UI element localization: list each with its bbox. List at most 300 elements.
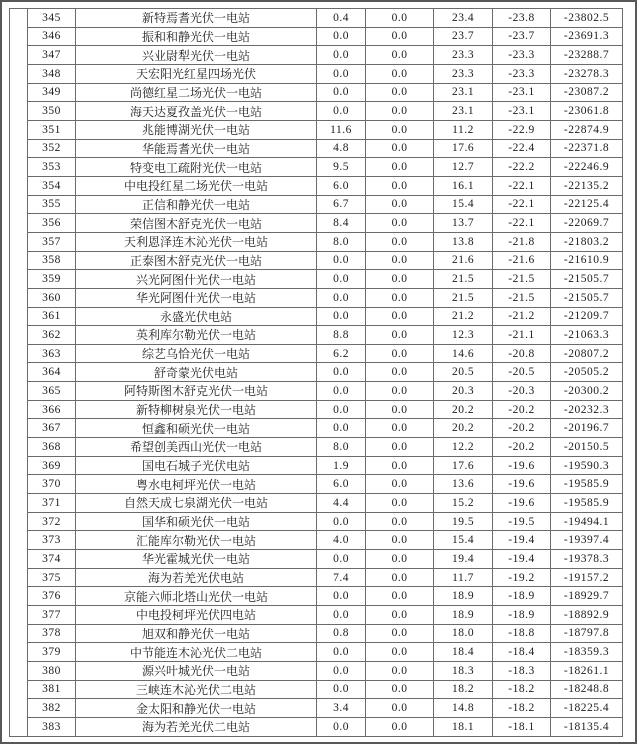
value-cell: 21.2 bbox=[434, 307, 493, 326]
value-cell: 0.0 bbox=[317, 363, 366, 382]
value-cell: 12.2 bbox=[434, 438, 493, 457]
station-name-cell: 英利库尔勒光伏一电站 bbox=[76, 326, 317, 345]
row-number-cell: 360 bbox=[28, 288, 76, 307]
value-cell: 0.0 bbox=[366, 568, 434, 587]
value-cell: -20.8 bbox=[493, 344, 551, 363]
table-row bbox=[10, 494, 623, 513]
station-name-cell: 国华和硕光伏一电站 bbox=[76, 512, 317, 531]
value-cell: 0.0 bbox=[366, 550, 434, 569]
station-name-cell: 正泰图木舒克光伏一电站 bbox=[76, 251, 317, 270]
value-cell: -19.6 bbox=[493, 494, 551, 513]
value-cell: 23.3 bbox=[434, 46, 493, 65]
value-cell: 0.0 bbox=[366, 363, 434, 382]
table-row bbox=[10, 606, 623, 625]
row-number-cell: 363 bbox=[28, 344, 76, 363]
value-cell: -22069.7 bbox=[551, 214, 623, 233]
station-name-cell: 海天达夏孜盖光伏一电站 bbox=[76, 102, 317, 121]
station-name-cell: 源兴叶城光伏一电站 bbox=[76, 661, 317, 680]
value-cell: 0.0 bbox=[366, 680, 434, 699]
station-name-cell: 粤水电柯坪光伏一电站 bbox=[76, 475, 317, 494]
table-row bbox=[10, 83, 623, 102]
station-name-cell: 中节能连木沁光伏二电站 bbox=[76, 643, 317, 662]
row-number-cell: 346 bbox=[28, 27, 76, 46]
value-cell: 8.4 bbox=[317, 214, 366, 233]
value-cell: -22135.2 bbox=[551, 176, 623, 195]
value-cell: -23.3 bbox=[493, 64, 551, 83]
value-cell: 0.0 bbox=[366, 214, 434, 233]
value-cell: -23.1 bbox=[493, 83, 551, 102]
value-cell: 21.6 bbox=[434, 251, 493, 270]
value-cell: 4.8 bbox=[317, 139, 366, 158]
value-cell: -23.3 bbox=[493, 46, 551, 65]
table-row bbox=[10, 195, 623, 214]
station-name-cell: 中电投柯坪光伏四电站 bbox=[76, 606, 317, 625]
value-cell: 0.0 bbox=[366, 9, 434, 28]
value-cell: -19.5 bbox=[493, 512, 551, 531]
row-number-cell: 382 bbox=[28, 699, 76, 718]
table-row bbox=[10, 456, 623, 475]
row-number-cell: 381 bbox=[28, 680, 76, 699]
station-name-cell: 特变电工疏附光伏一电站 bbox=[76, 158, 317, 177]
value-cell: -21063.3 bbox=[551, 326, 623, 345]
value-cell: 13.7 bbox=[434, 214, 493, 233]
row-number-cell: 352 bbox=[28, 139, 76, 158]
row-number-cell: 383 bbox=[28, 717, 76, 736]
value-cell: 0.0 bbox=[366, 717, 434, 736]
station-name-cell: 振和和静光伏一电站 bbox=[76, 27, 317, 46]
value-cell: 0.0 bbox=[366, 102, 434, 121]
value-cell: -21.1 bbox=[493, 326, 551, 345]
value-cell: 0.0 bbox=[317, 307, 366, 326]
value-cell: 0.0 bbox=[317, 512, 366, 531]
value-cell: 0.0 bbox=[317, 251, 366, 270]
row-number-cell: 379 bbox=[28, 643, 76, 662]
value-cell: -20.2 bbox=[493, 438, 551, 457]
value-cell: 4.0 bbox=[317, 531, 366, 550]
value-cell: 0.0 bbox=[366, 456, 434, 475]
value-cell: -19.6 bbox=[493, 475, 551, 494]
station-name-cell: 海为若羌光伏二电站 bbox=[76, 717, 317, 736]
value-cell: -19378.3 bbox=[551, 550, 623, 569]
row-number-cell: 368 bbox=[28, 438, 76, 457]
value-cell: -20.3 bbox=[493, 382, 551, 401]
value-cell: -23087.2 bbox=[551, 83, 623, 102]
station-name-cell: 阿特斯图木舒克光伏一电站 bbox=[76, 382, 317, 401]
value-cell: -21.8 bbox=[493, 232, 551, 251]
value-cell: 0.0 bbox=[366, 382, 434, 401]
row-number-cell: 376 bbox=[28, 587, 76, 606]
value-cell: 14.8 bbox=[434, 699, 493, 718]
table-row bbox=[10, 400, 623, 419]
value-cell: 0.0 bbox=[366, 400, 434, 419]
value-cell: 18.1 bbox=[434, 717, 493, 736]
station-name-cell: 汇能库尔勒光伏一电站 bbox=[76, 531, 317, 550]
station-name-cell: 尚德红星二场光伏一电站 bbox=[76, 83, 317, 102]
value-cell: 0.0 bbox=[317, 400, 366, 419]
value-cell: -20505.2 bbox=[551, 363, 623, 382]
value-cell: -20807.2 bbox=[551, 344, 623, 363]
station-name-cell: 兴光阿图什光伏一电站 bbox=[76, 270, 317, 289]
value-cell: 0.0 bbox=[317, 419, 366, 438]
table-row bbox=[10, 717, 623, 736]
station-name-cell: 舒奇蒙光伏电站 bbox=[76, 363, 317, 382]
value-cell: 0.0 bbox=[366, 176, 434, 195]
row-number-cell: 370 bbox=[28, 475, 76, 494]
station-name-cell: 荣信图木舒克光伏一电站 bbox=[76, 214, 317, 233]
value-cell: -22.4 bbox=[493, 139, 551, 158]
value-cell: -19590.3 bbox=[551, 456, 623, 475]
station-name-cell: 天利恩泽连木沁光伏一电站 bbox=[76, 232, 317, 251]
value-cell: -21.5 bbox=[493, 288, 551, 307]
row-number-cell: 350 bbox=[28, 102, 76, 121]
station-data-table bbox=[9, 8, 623, 737]
value-cell: -21610.9 bbox=[551, 251, 623, 270]
value-cell: 18.4 bbox=[434, 643, 493, 662]
station-name-cell: 兆能博湖光伏一电站 bbox=[76, 120, 317, 139]
table-row bbox=[10, 27, 623, 46]
value-cell: 0.0 bbox=[366, 83, 434, 102]
row-number-cell: 347 bbox=[28, 46, 76, 65]
value-cell: 0.0 bbox=[366, 494, 434, 513]
table-row bbox=[10, 288, 623, 307]
value-cell: 11.2 bbox=[434, 120, 493, 139]
value-cell: -22125.4 bbox=[551, 195, 623, 214]
value-cell: 8.0 bbox=[317, 232, 366, 251]
value-cell: 0.0 bbox=[366, 531, 434, 550]
value-cell: -20.2 bbox=[493, 419, 551, 438]
table-row bbox=[10, 363, 623, 382]
value-cell: 6.7 bbox=[317, 195, 366, 214]
value-cell: -22.1 bbox=[493, 214, 551, 233]
row-number-cell: 348 bbox=[28, 64, 76, 83]
value-cell: 0.0 bbox=[317, 382, 366, 401]
value-cell: -18.2 bbox=[493, 680, 551, 699]
station-name-cell: 金太阳和静光伏一电站 bbox=[76, 699, 317, 718]
value-cell: 0.0 bbox=[366, 606, 434, 625]
value-cell: -18.8 bbox=[493, 624, 551, 643]
row-number-cell: 354 bbox=[28, 176, 76, 195]
station-name-cell: 正信和静光伏一电站 bbox=[76, 195, 317, 214]
value-cell: 23.7 bbox=[434, 27, 493, 46]
value-cell: 14.6 bbox=[434, 344, 493, 363]
value-cell: -22246.9 bbox=[551, 158, 623, 177]
value-cell: -19585.9 bbox=[551, 475, 623, 494]
table-body bbox=[10, 9, 623, 737]
value-cell: -20150.5 bbox=[551, 438, 623, 457]
value-cell: 0.0 bbox=[317, 606, 366, 625]
value-cell: -18359.3 bbox=[551, 643, 623, 662]
value-cell: 17.6 bbox=[434, 456, 493, 475]
station-name-cell: 恒鑫和硕光伏一电站 bbox=[76, 419, 317, 438]
row-number-cell: 351 bbox=[28, 120, 76, 139]
value-cell: -23.1 bbox=[493, 102, 551, 121]
value-cell: 0.0 bbox=[317, 661, 366, 680]
value-cell: -21.2 bbox=[493, 307, 551, 326]
value-cell: 0.0 bbox=[366, 661, 434, 680]
value-cell: 0.0 bbox=[317, 102, 366, 121]
value-cell: 7.4 bbox=[317, 568, 366, 587]
table-row bbox=[10, 699, 623, 718]
row-number-cell: 362 bbox=[28, 326, 76, 345]
value-cell: -18.9 bbox=[493, 587, 551, 606]
value-cell: -22.9 bbox=[493, 120, 551, 139]
value-cell: 11.7 bbox=[434, 568, 493, 587]
value-cell: 11.6 bbox=[317, 120, 366, 139]
value-cell: 0.0 bbox=[366, 232, 434, 251]
row-number-cell: 355 bbox=[28, 195, 76, 214]
row-number-cell: 359 bbox=[28, 270, 76, 289]
table-row bbox=[10, 550, 623, 569]
table-row bbox=[10, 251, 623, 270]
value-cell: 18.3 bbox=[434, 661, 493, 680]
row-number-cell: 358 bbox=[28, 251, 76, 270]
value-cell: -22874.9 bbox=[551, 120, 623, 139]
station-name-cell: 京能六师北塔山光伏一电站 bbox=[76, 587, 317, 606]
value-cell: 8.0 bbox=[317, 438, 366, 457]
value-cell: -21.6 bbox=[493, 251, 551, 270]
value-cell: 0.0 bbox=[366, 643, 434, 662]
value-cell: -21505.7 bbox=[551, 288, 623, 307]
value-cell: 0.0 bbox=[366, 46, 434, 65]
value-cell: -22.1 bbox=[493, 176, 551, 195]
table-row bbox=[10, 587, 623, 606]
table-row bbox=[10, 438, 623, 457]
table-row bbox=[10, 232, 623, 251]
value-cell: -18929.7 bbox=[551, 587, 623, 606]
value-cell: 3.4 bbox=[317, 699, 366, 718]
row-number-cell: 357 bbox=[28, 232, 76, 251]
table-row bbox=[10, 64, 623, 83]
value-cell: 17.6 bbox=[434, 139, 493, 158]
value-cell: -18.2 bbox=[493, 699, 551, 718]
value-cell: -19.4 bbox=[493, 531, 551, 550]
value-cell: 23.3 bbox=[434, 64, 493, 83]
table-row bbox=[10, 344, 623, 363]
station-name-cell: 天宏阳光红星四场光伏 bbox=[76, 64, 317, 83]
table-row bbox=[10, 382, 623, 401]
table-row bbox=[10, 475, 623, 494]
value-cell: -22371.8 bbox=[551, 139, 623, 158]
table-row bbox=[10, 139, 623, 158]
value-cell: 0.0 bbox=[366, 699, 434, 718]
value-cell: 6.2 bbox=[317, 344, 366, 363]
row-number-cell: 366 bbox=[28, 400, 76, 419]
value-cell: -18261.1 bbox=[551, 661, 623, 680]
value-cell: 0.0 bbox=[317, 550, 366, 569]
value-cell: -23061.8 bbox=[551, 102, 623, 121]
value-cell: 0.4 bbox=[317, 9, 366, 28]
station-name-cell: 希望创美西山光伏一电站 bbox=[76, 438, 317, 457]
value-cell: 0.0 bbox=[317, 587, 366, 606]
value-cell: 0.0 bbox=[366, 344, 434, 363]
value-cell: 0.0 bbox=[366, 195, 434, 214]
value-cell: 0.0 bbox=[317, 46, 366, 65]
station-name-cell: 华光霍城光伏一电站 bbox=[76, 550, 317, 569]
station-name-cell: 兴业尉犁光伏一电站 bbox=[76, 46, 317, 65]
station-name-cell: 新特焉耆光伏一电站 bbox=[76, 9, 317, 28]
value-cell: 13.6 bbox=[434, 475, 493, 494]
value-cell: -21803.2 bbox=[551, 232, 623, 251]
value-cell: 0.0 bbox=[317, 288, 366, 307]
value-cell: -18.3 bbox=[493, 661, 551, 680]
row-number-cell: 356 bbox=[28, 214, 76, 233]
value-cell: 23.4 bbox=[434, 9, 493, 28]
value-cell: -23802.5 bbox=[551, 9, 623, 28]
value-cell: -18892.9 bbox=[551, 606, 623, 625]
value-cell: -22.2 bbox=[493, 158, 551, 177]
value-cell: 0.0 bbox=[317, 680, 366, 699]
value-cell: -20232.3 bbox=[551, 400, 623, 419]
value-cell: 20.5 bbox=[434, 363, 493, 382]
value-cell: -19494.1 bbox=[551, 512, 623, 531]
value-cell: 6.0 bbox=[317, 176, 366, 195]
table-row bbox=[10, 158, 623, 177]
value-cell: -22.1 bbox=[493, 195, 551, 214]
row-number-cell: 353 bbox=[28, 158, 76, 177]
row-number-cell: 380 bbox=[28, 661, 76, 680]
table-row bbox=[10, 9, 623, 28]
value-cell: 0.8 bbox=[317, 624, 366, 643]
row-number-cell: 367 bbox=[28, 419, 76, 438]
value-cell: 0.0 bbox=[317, 643, 366, 662]
table-row bbox=[10, 120, 623, 139]
station-name-cell: 自然天成七泉湖光伏一电站 bbox=[76, 494, 317, 513]
table-row bbox=[10, 643, 623, 662]
table-row bbox=[10, 512, 623, 531]
table-row bbox=[10, 307, 623, 326]
station-name-cell: 新特柳树泉光伏一电站 bbox=[76, 400, 317, 419]
value-cell: 15.4 bbox=[434, 195, 493, 214]
value-cell: -19585.9 bbox=[551, 494, 623, 513]
group-spanner-cell bbox=[10, 9, 28, 737]
value-cell: 0.0 bbox=[366, 624, 434, 643]
value-cell: 0.0 bbox=[366, 307, 434, 326]
value-cell: 4.4 bbox=[317, 494, 366, 513]
value-cell: 9.5 bbox=[317, 158, 366, 177]
value-cell: 0.0 bbox=[317, 27, 366, 46]
table-row bbox=[10, 214, 623, 233]
value-cell: 0.0 bbox=[366, 512, 434, 531]
station-name-cell: 海为若羌光伏电站 bbox=[76, 568, 317, 587]
row-number-cell: 349 bbox=[28, 83, 76, 102]
table-row bbox=[10, 270, 623, 289]
table-row bbox=[10, 102, 623, 121]
value-cell: -20.5 bbox=[493, 363, 551, 382]
value-cell: -18225.4 bbox=[551, 699, 623, 718]
value-cell: 16.1 bbox=[434, 176, 493, 195]
value-cell: 23.1 bbox=[434, 102, 493, 121]
value-cell: -19.4 bbox=[493, 550, 551, 569]
value-cell: 23.1 bbox=[434, 83, 493, 102]
value-cell: 0.0 bbox=[317, 717, 366, 736]
row-number-cell: 375 bbox=[28, 568, 76, 587]
row-number-cell: 361 bbox=[28, 307, 76, 326]
value-cell: -18.1 bbox=[493, 717, 551, 736]
value-cell: -23288.7 bbox=[551, 46, 623, 65]
value-cell: 8.8 bbox=[317, 326, 366, 345]
value-cell: 0.0 bbox=[366, 288, 434, 307]
value-cell: -18.4 bbox=[493, 643, 551, 662]
value-cell: 20.2 bbox=[434, 400, 493, 419]
value-cell: -23.8 bbox=[493, 9, 551, 28]
value-cell: 0.0 bbox=[317, 270, 366, 289]
value-cell: 19.4 bbox=[434, 550, 493, 569]
row-number-cell: 364 bbox=[28, 363, 76, 382]
row-number-cell: 372 bbox=[28, 512, 76, 531]
table-row bbox=[10, 568, 623, 587]
table-row bbox=[10, 531, 623, 550]
value-cell: 0.0 bbox=[317, 83, 366, 102]
value-cell: 19.5 bbox=[434, 512, 493, 531]
value-cell: 20.3 bbox=[434, 382, 493, 401]
value-cell: -23.7 bbox=[493, 27, 551, 46]
station-name-cell: 旭双和静光伏一电站 bbox=[76, 624, 317, 643]
value-cell: 0.0 bbox=[366, 270, 434, 289]
value-cell: 0.0 bbox=[366, 120, 434, 139]
value-cell: -18797.8 bbox=[551, 624, 623, 643]
value-cell: 0.0 bbox=[366, 139, 434, 158]
value-cell: 21.5 bbox=[434, 288, 493, 307]
table-row bbox=[10, 624, 623, 643]
value-cell: 18.0 bbox=[434, 624, 493, 643]
row-number-cell: 377 bbox=[28, 606, 76, 625]
value-cell: 18.2 bbox=[434, 680, 493, 699]
table-row bbox=[10, 326, 623, 345]
value-cell: -19.2 bbox=[493, 568, 551, 587]
station-name-cell: 华能焉耆光伏一电站 bbox=[76, 139, 317, 158]
row-number-cell: 373 bbox=[28, 531, 76, 550]
value-cell: -19.6 bbox=[493, 456, 551, 475]
value-cell: 12.7 bbox=[434, 158, 493, 177]
value-cell: 13.8 bbox=[434, 232, 493, 251]
table-row bbox=[10, 419, 623, 438]
value-cell: 1.9 bbox=[317, 456, 366, 475]
value-cell: -21209.7 bbox=[551, 307, 623, 326]
value-cell: 15.4 bbox=[434, 531, 493, 550]
station-name-cell: 永盛光伏电站 bbox=[76, 307, 317, 326]
value-cell: -20196.7 bbox=[551, 419, 623, 438]
value-cell: -19157.2 bbox=[551, 568, 623, 587]
value-cell: -18248.8 bbox=[551, 680, 623, 699]
value-cell: 0.0 bbox=[366, 27, 434, 46]
value-cell: 21.5 bbox=[434, 270, 493, 289]
value-cell: 0.0 bbox=[366, 419, 434, 438]
value-cell: -21.5 bbox=[493, 270, 551, 289]
value-cell: 0.0 bbox=[366, 64, 434, 83]
row-number-cell: 369 bbox=[28, 456, 76, 475]
value-cell: 0.0 bbox=[366, 475, 434, 494]
value-cell: -21505.7 bbox=[551, 270, 623, 289]
table-row bbox=[10, 680, 623, 699]
value-cell: -19397.4 bbox=[551, 531, 623, 550]
station-name-cell: 中电投红星二场光伏一电站 bbox=[76, 176, 317, 195]
value-cell: 12.3 bbox=[434, 326, 493, 345]
station-name-cell: 华光阿图什光伏一电站 bbox=[76, 288, 317, 307]
row-number-cell: 365 bbox=[28, 382, 76, 401]
value-cell: 0.0 bbox=[317, 64, 366, 83]
row-number-cell: 371 bbox=[28, 494, 76, 513]
value-cell: -20300.2 bbox=[551, 382, 623, 401]
value-cell: 0.0 bbox=[366, 158, 434, 177]
row-number-cell: 345 bbox=[28, 9, 76, 28]
value-cell: 18.9 bbox=[434, 606, 493, 625]
table-row bbox=[10, 46, 623, 65]
value-cell: 0.0 bbox=[366, 438, 434, 457]
value-cell: -18.9 bbox=[493, 606, 551, 625]
station-name-cell: 三峡连木沁光伏二电站 bbox=[76, 680, 317, 699]
row-number-cell: 378 bbox=[28, 624, 76, 643]
value-cell: 0.0 bbox=[366, 251, 434, 270]
